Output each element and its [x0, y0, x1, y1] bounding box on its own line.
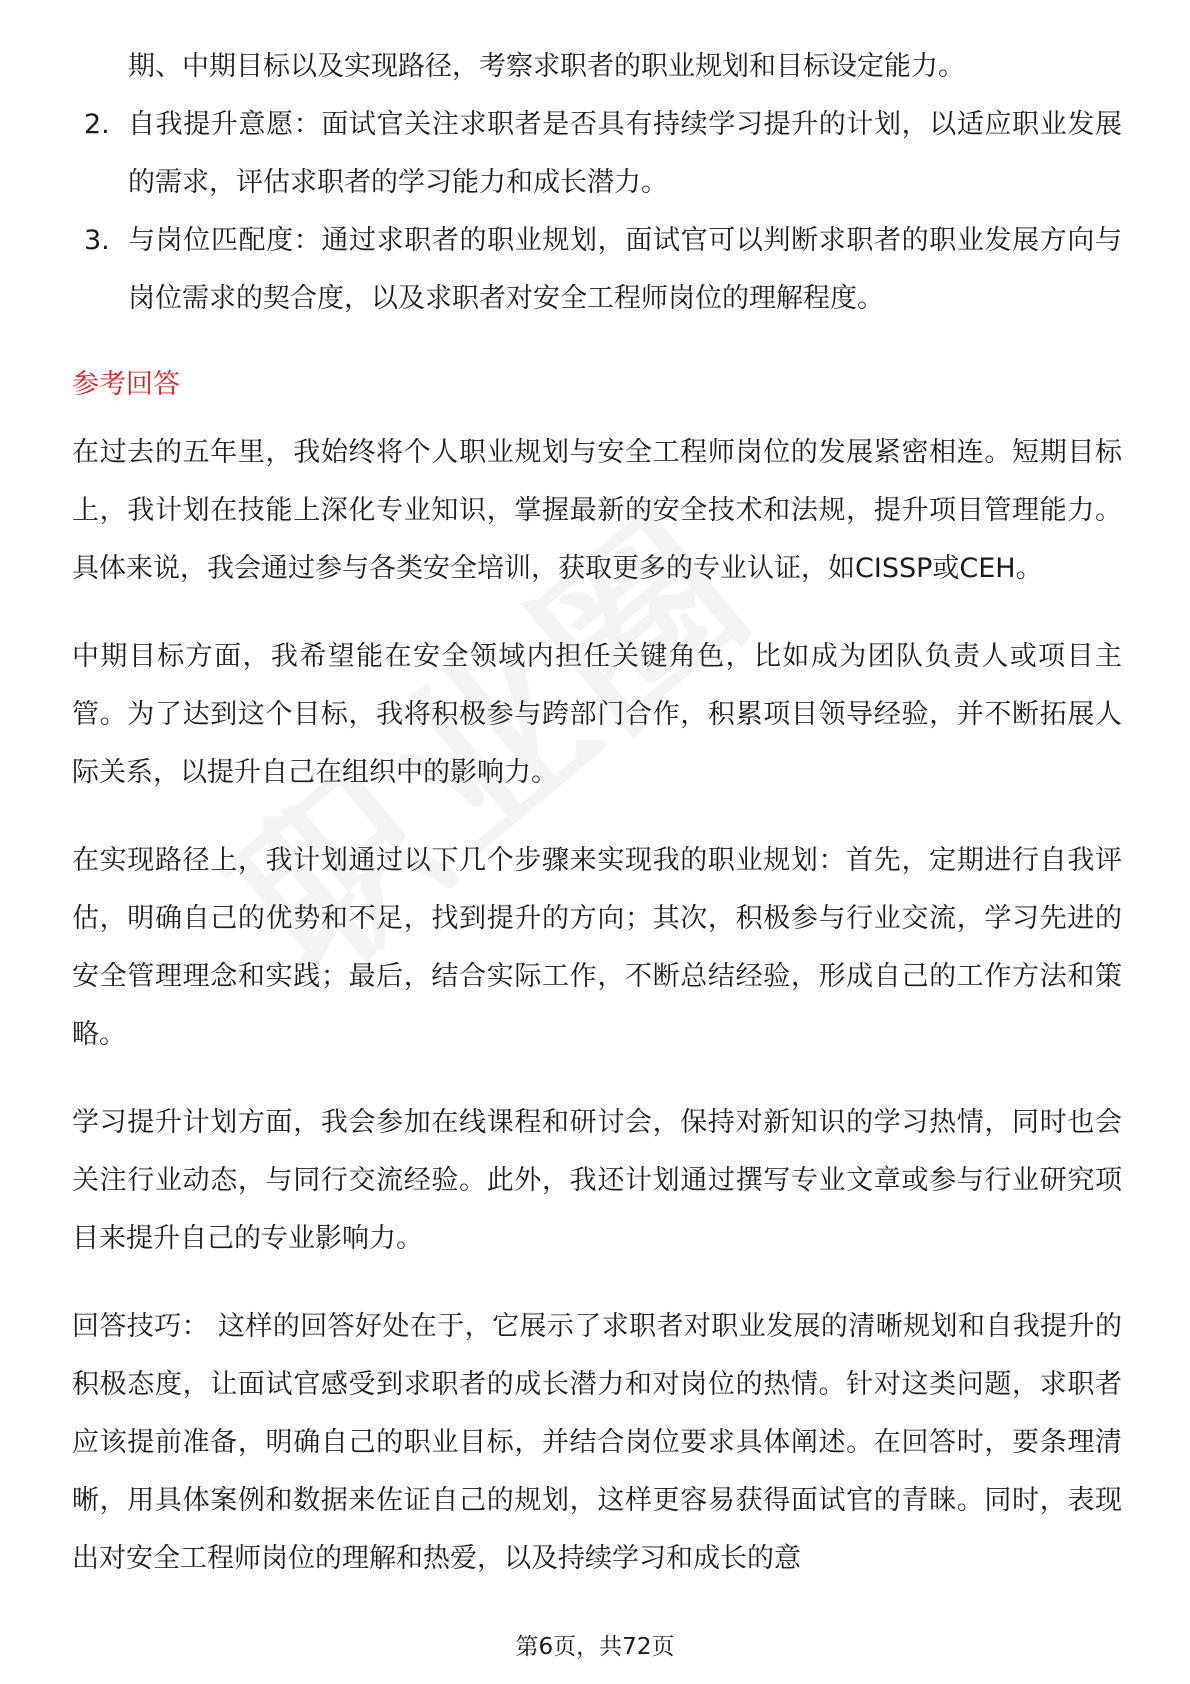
- answer-paragraph: 中期目标方面，我希望能在安全领域内担任关键角色，比如成为团队负责人或项目主管。为了达到这个目标，我将积极参与跨部门合作，积累项目领导经验，并不断拓展人际关系，以提升自己在组织中的影响力。: [72, 641, 1122, 788]
- list-item-text: 自我提升意愿：面试官关注求职者是否具有持续学习提升的计划，以适应职业发展的需求，评估求职者的学习能力和成长潜力。: [128, 109, 1122, 198]
- page-number-footer: 第6页，共72页: [515, 1634, 675, 1660]
- page-content: [72, 38, 1122, 1618]
- list-item-number: 3.: [84, 225, 110, 256]
- list-item: [72, 96, 1122, 212]
- list-item-continuation: 期、中期目标以及实现路径，考察求职者的职业规划和目标设定能力。: [128, 51, 965, 82]
- answer-paragraph: 在实现路径上，我计划通过以下几个步骤来实现我的职业规划：首先，定期进行自我评估，明确自己的优势和不足，找到提升的方向；其次，积极参与行业交流，学习先进的安全管理理念和实践；最后，结合实际工作，不断总结经验，形成自己的工作方法和策略。: [72, 845, 1122, 1050]
- list-item-text: 与岗位匹配度：通过求职者的职业规划，面试官可以判断求职者的职业发展方向与岗位需求的契合度，以及求职者对安全工程师岗位的理解程度。: [128, 225, 1122, 314]
- list-item-number: 2.: [84, 109, 110, 140]
- tips-paragraph: 回答技巧： 这样的回答好处在于，它展示了求职者对职业发展的清晰规划和自我提升的积极态度，让面试官感受到求职者的成长潜力和对岗位的热情。针对这类问题，求职者应该提前准备，明确自己的职业目标，并结合岗位要求具体阐述。在回答时，要条理清晰，用具体案例和数据来佐证自己的规划，这样更容易获得面试官的青睐。同时，表现出对安全工程师岗位的理解和热爱，以及持续学习和成长的意: [72, 1311, 1122, 1574]
- list-item: [72, 212, 1122, 328]
- answer-paragraph: 学习提升计划方面，我会参加在线课程和研讨会，保持对新知识的学习热情，同时也会关注行业动态，与同行交流经验。此外，我还计划通过撰写专业文章或参与行业研究项目来提升自己的专业影响力。: [72, 1107, 1122, 1254]
- answer-paragraph: 在过去的五年里，我始终将个人职业规划与安全工程师岗位的发展紧密相连。短期目标上，我计划在技能上深化专业知识，掌握最新的安全技术和法规，提升项目管理能力。具体来说，我会通过参与各类安全培训，获取更多的专业认证，如CISSP或CEH。: [72, 437, 1122, 584]
- section-heading: 参考回答: [72, 369, 180, 400]
